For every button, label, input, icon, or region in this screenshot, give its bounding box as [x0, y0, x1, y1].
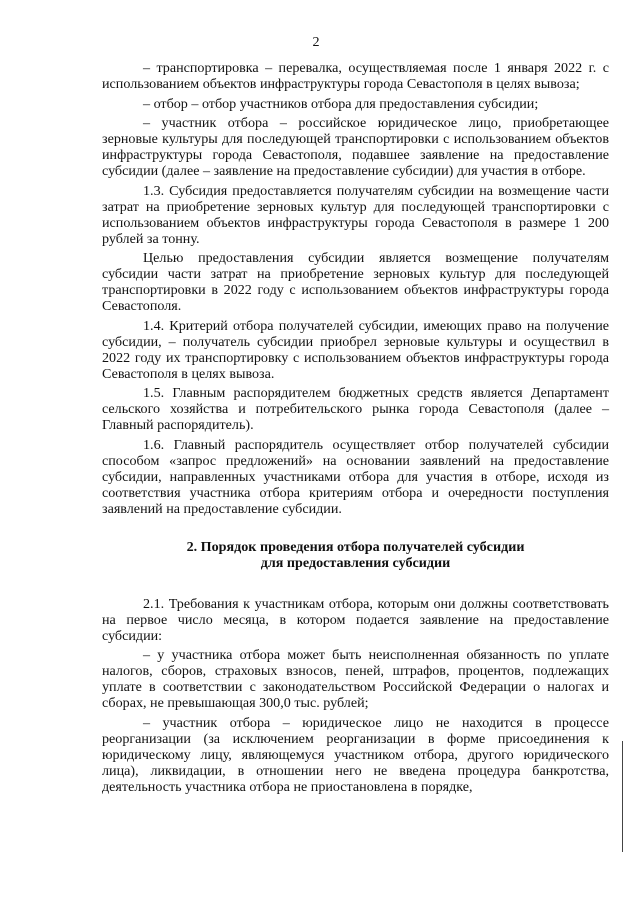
requirement-no-reorganization: – участник отбора – юридическое лицо не находится в процессе реорганизации (за исключением реорганизации в форме присоединения к юридическому лицу, являющемуся участником отбора, другого юридического лица), ликвидации, в отношении него не введена процедура банкротства, деятельность участника отбора не приостановлена в порядке, — [102, 714, 609, 795]
requirement-tax-debt: – у участника отбора может быть неисполненная обязанность по уплате налогов, сборов, страховых взносов, пеней, штрафов, процентов, подлежащих уплате в соответствии с законодательством Российской Федерации о налогах и сборах, не превышающая 300,0 тыс. рублей; — [102, 647, 609, 711]
page-number: 2 — [312, 34, 320, 50]
definition-transportation: – транспортировка – перевалка, осуществляемая после 1 января 2022 г. с использованием объектов инфраструктуры города Севастополя в целях вывоза; — [102, 60, 609, 92]
definition-participant: – участник отбора – российское юридическое лицо, приобретающее зерновые культуры для последующей транспортировки с использованием объектов инфраструктуры города Севастополя, подавшее заявление на предоставление субсидии (далее – заявление на предоставление субсидии) для участия в отборе. — [102, 115, 609, 179]
clause-1-5: 1.5. Главным распорядителем бюджетных средств является Департамент сельского хозяйства и потребительского рынка города Севастополя (далее – Главный распорядитель). — [102, 385, 609, 433]
clause-2-1: 2.1. Требования к участникам отбора, которым они должны соответствовать на первое число месяца, в котором подается заявление на предоставление субсидии: — [102, 595, 609, 644]
clause-1-3: 1.3. Субсидия предоставляется получателям субсидии на возмещение части затрат на приобретение зерновых культур для последующей транспортировки с использованием объектов инфраструктуры города Севастополя в размере 1 200 рублей за тонну. — [102, 182, 609, 247]
section-2-heading-line-1: 2. Порядок проведения отбора получателей субсидии — [186, 538, 525, 555]
document-body — [102, 60, 609, 795]
clause-1-4: 1.4. Критерий отбора получателей субсидии, имеющих право на получение субсидии, – получатель субсидии приобрел зерновые культуры и осуществил в 2022 году их транспортировку с использованием объектов инфраструктуры города Севастополя в целях вывоза. — [102, 317, 609, 382]
section-2-heading — [102, 539, 609, 571]
scan-margin-line — [622, 741, 623, 852]
section-2-heading-line-2: для предоставления субсидии — [260, 554, 451, 571]
subsidy-purpose: Целью предоставления субсидии является возмещение получателям субсидии части затрат на приобретение зерновых культур для последующей транспортировки в 2022 году с использованием объектов инфраструктуры города Севастополя. — [102, 250, 609, 314]
definition-selection: – отбор – отбор участников отбора для предоставления субсидии; — [143, 95, 539, 112]
clause-1-6: 1.6. Главный распорядитель осуществляет отбор получателей субсидии способом «запрос предложений» на основании заявлений на предоставление субсидии, направленных участниками отбора для участия в отборе, исходя из соответствия участника отбора критериям отбора и очередности поступления заявлений на предоставление субсидии. — [102, 436, 609, 517]
